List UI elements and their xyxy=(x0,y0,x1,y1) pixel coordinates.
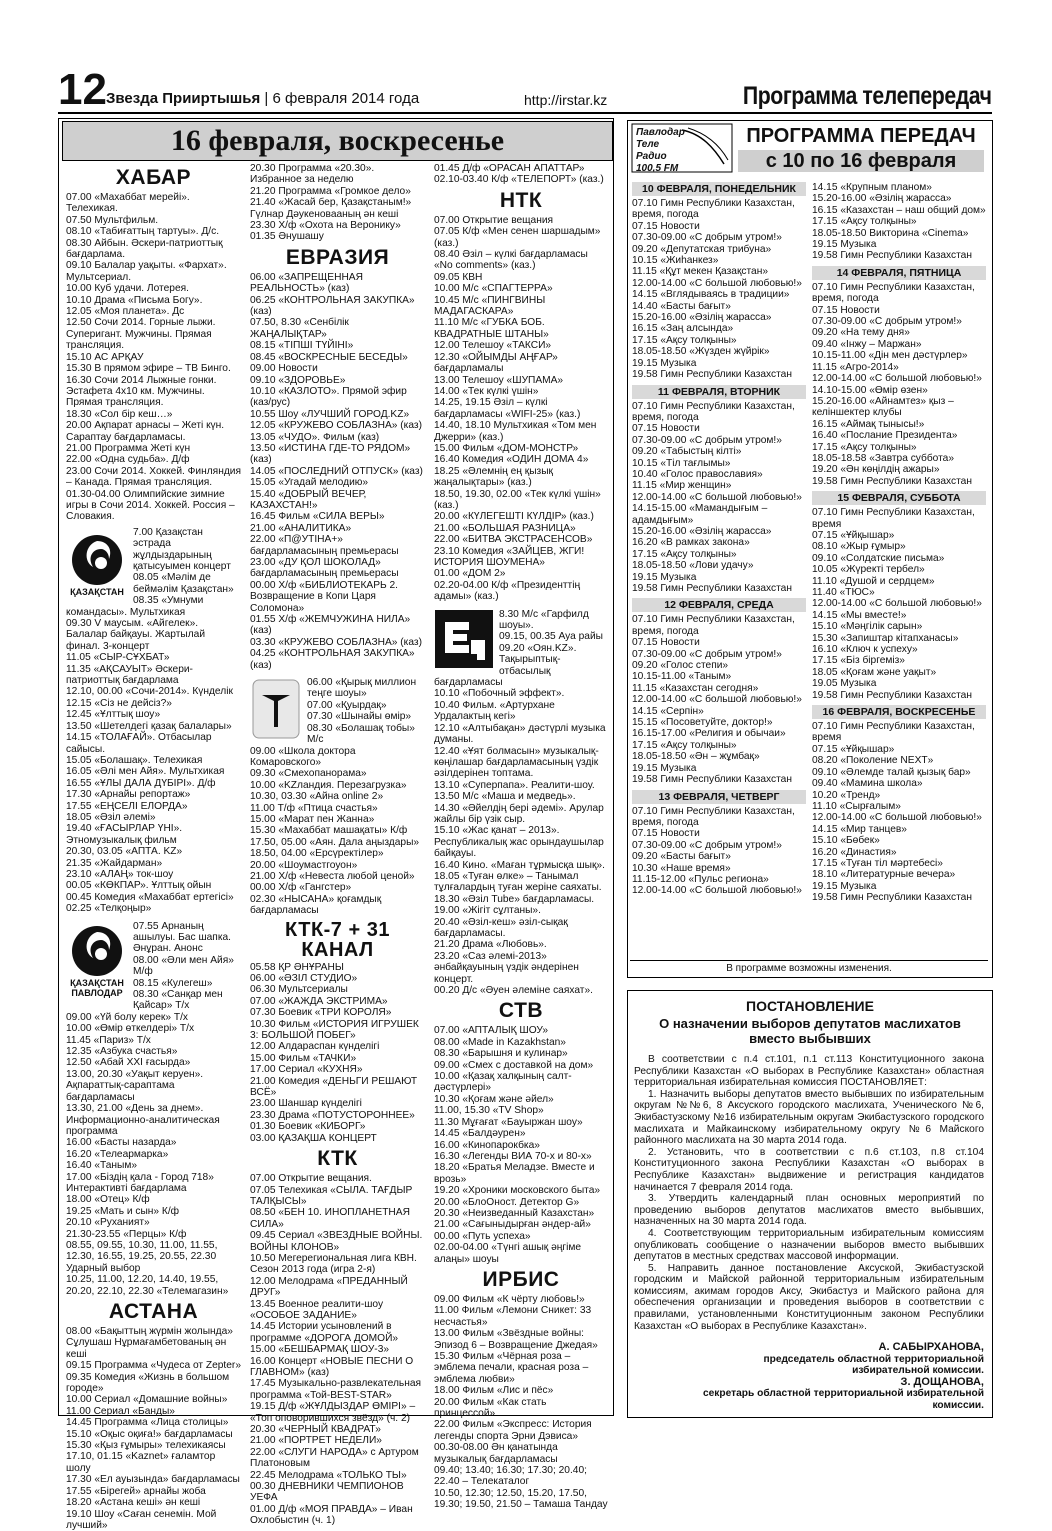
kazakhstan-listing: 09.30 V маусым. «Айгелек». Балалар байқауы. Жартылай финал. 3-концерт 11.05 «СЫР-СҰХБАТ» 11.35 «АҚСАУЫТ» Әскери-патриоттық бағдарлама 12.10, 00.00 «Сочи-2014». Күнделік 12.15 «Сіз не дейсіз?» 12.45 «Ұлттық шоу» 13.50 «Шетелдегі қазақ балалары» 14.15 «ТОЛАҒАЙ». Отбасылар сайысы. 15.05 «Болашақ». Телехикая 16.05 «Әлі мен Айя». Мультхикая 16.55 «ҰЛЫ ДАЛА ДҮБІРІ». Д/ф 17.30 «Арнайы репортаж» 17.55 «ЕҢСЕЛІ ЕЛОРДА» 18.05 «Әзіл әлемі» 19.40 «ҒАСЫРЛАР ҮНІ». Этномузыкалық фильм 20.30, 03.05 «АПТА. KZ» 21.35 «Жайдарман» 23.10 «АЛАҢ» ток-шоу 00.05 «КӨКПАР». Ұлттық ойын 00.45 Комедия «Махаббат ертегісі» 02.25 «Телқоңыр» xyxy=(66,618,234,915)
newspaper-name: Звезда Прииртышья xyxy=(106,90,261,107)
schedule-column-1 xyxy=(66,163,241,1531)
weekly-day-heading: 14 ФЕВРАЛЯ, ПЯТНИЦА xyxy=(812,266,986,280)
header-separator: | xyxy=(264,90,269,107)
weekly-day-listing: 07.10 Гимн Республики Казахстан, время, погода 07.15 Новости 07.30-09.00 «С добрым утром!» 09.20 «Депутатская трибуна» 10.15 «Жиһанкез» 11.15 «Құт мекен Қазақстан» 12.00-14.00 «С большой любовью!» 14.15 «Вглядываясь в традиции» 14.40 «Басты бағыт» 15.20-16.00 «Әзілің жарасса» 16.15 «Заң алсында» 17.15 «Ақсу толқыны» 18.05-18.50 «Жүзден жүйрік» 19.15 Музыка 19.58 Гимн Республики Казахстан xyxy=(632,198,802,381)
schedule-note: В программе возможны изменения. xyxy=(630,960,988,974)
rubric-title: Программа телепередач xyxy=(743,82,992,110)
pavlodar-listing: 09.00 «Үй болу керек» Т/х 10.00 «Өмір өткелдері» Т/х 11.45 «Париз» Т/х 12.35 «Азбука счастья» 12.50 «Абай XXI ғасырда» 13.00, 20.30 «Уақыт керуен». Ақпараттық-сараптама бағдарламасы 13.30, 21.00 «День за днем». Информационно-аналитическая программа 16.00 «Басты назарда» 16.20 «Телеармарка» 16.40 «Таным» 17.00 «Біздің қала - Город 718» Интерактивті бағдарлама 18.00 «Отец» К/ф 19.25 «Мать и сын» К/ф 20.10 «Руханият» 21.30-23.55 «Перцы» К/ф 08.55, 09.55, 10.30, 11.00, 11.55, 12.30, 16.55, 19.25, 20.55, 22.30 Ударный выбор 10.25, 11.00, 12.20, 14.40, 19.55, 20.20, 22.10, 22.30 «Телемагазин» xyxy=(66,1011,229,1297)
kazakhstan-pavlodar-emblem-icon xyxy=(71,924,123,978)
ntk-listing: 07.00 Открытие вещания 07.05 К/ф «Мен сенен шаршадым» (каз.) 08.40 Әзіл – күлкі бағдарламасы «No comments» (каз.) 09.05 КВН 10.00 М/с «СПАГТЕРРА» 10.45 М/с «ПИНГВИНЫ МАДАГАСКАРА» 11.10 М/с «ГУБКА БОБ. КВАДРАТНЫЕ ШТАНЫ» 12.00 Телешоу «ТАКСИ» 12.30 «ОЙЫМДЫ АҢҒАР» бағдарламалы 13.00 Телешоу «ШУПАМА» 14.00 «Тек күлкі үшін» 14.25, 19.15 Әзіл – күлкі бағдарламасы «WIFI-25» (каз.) 14.40, 18.10 Мультхикая «Том мен Джерри» (каз.) 15.00 Фильм «ДОМ-МОНСТР» 16.40 Комедия «ОДИН ДОМА 4» 18.25 «Әлемнің ең қызық жаңалықтары» (каз.) 18.50, 19.30, 02.00 «Тек күлкі үшін» (каз.) 20.00 «КҮЛЕГЕШТІ КҮЛДІР» (каз.) 21.00 «БОЛЬШАЯ РАЗНИЦА» 22.00 «БИТВА ЭКСТРАСЕНСОВ» 23.10 Комедия «ЗАЙЦЕВ, ЖГИ! ИСТОРИЯ ШОУМЕНА» 01.00 «ДОМ 2» 02.20-04.00 К/ф «Президенттің адамы» (каз.) xyxy=(434,214,601,603)
radio-logo-text: Павлодар Теле Радио 100,5 FM xyxy=(636,127,685,174)
weekly-title: ПРОГРАММА ПЕРЕДАЧ xyxy=(746,125,976,147)
decree-paragraph: 2. Установить, что в соответствии с п.6 ст.103, п.8 ст.104 Конституционного закона Республики Казахстан «О выборах в Республике Казахстан» выдвижение и регистрация кандидатов начинается 7 февраля 2014 года. xyxy=(634,1146,984,1193)
channel-title-ntk: НТК xyxy=(499,188,543,212)
decree-paragraph: 1. Назначить выборы депутатов вместо выбывших по избирательным округам №№6, 8 Аксуского городского маслихата, Ученического №6, Экибастузскому №16 избирательным округам Экибастузского городского маслихата и Майкаинскому избирательному округу №6 Майского районного маслихата на 30 марта 2014 года. xyxy=(634,1088,984,1147)
weekly-day-listing: 07.10 Гимн Республики Казахстан, время, погода 07.15 Новости 07.30-09.00 «С добрым утром!» 09.20 «Голос степи» 10.15-11.00 «Таным» 11.15 «Казахстан сегодня» 12.00-14.00 «С большой любовью!» 14.15 «Серпін» 15.15 «Посоветуйте, доктор!» 16.15-17.00 «Религия и обычаи» 17.15 «Ақсу толқыны» 18.05-18.50 «Ән – жұмбақ» 19.15 Музыка 19.58 Гимн Республики Казахстан xyxy=(632,614,802,786)
ktk-listing: 07.00 Открытие вещания. 07.05 Телехикая «СЫЛА. ТАҒДЫР ТАЛҚЫСЫ» 08.50 «БЕН 10. ИНОПЛАНЕТНАЯ СИЛА» 09.45 Сериал «ЗВЕЗДНЫЕ ВОЙНЫ. ВОЙНЫ КЛОНОВ» 10.50 Мегерегиональная лига КВН. Сезон 2013 года (игра 2-я) 12.00 Мелодрама «ПРЕДАННЫЙ ДРУГ» 13.45 Военное реалити-шоу «ОСОБОЕ ЗАДАНИЕ» 14.45 Истории усыновлений в программе «ДОРОГА ДОМОЙ» 15.00 «БЕШБАРМАҚ ШОУ-3» 16.00 Концерт «НОВЫЕ ПЕСНИ О ГЛАВНОМ» (каз) 17.45 Музыкально-развлекательная программа «Той-BEST-STAR» 19.15 Д/ф «ЖҰЛДЫЗДАР ӨМІРІ» – «Топ оповорившихся звёзд» (ч. 2) 20.30 «ЧЕРНЫЙ КВАДРАТ» 21.00 «ПОРТРЕТ НЕДЕЛИ» 22.00 «СЛУГИ НАРОДА» с Артуром Платоновым 22.45 Мелодрама «ТОЛЬКО ТЫ» 00.30 ДНЕВНИКИ ЧЕМПИОНОВ УЕФА 01.00 Д/ф «МОЯ ПРАВДА» – Иван Охлобыстин (ч. 1) xyxy=(250,1173,423,1527)
channel-title-ktk7: КТК-7 + 31 КАНАЛ xyxy=(285,918,390,961)
page-number: 12 xyxy=(58,65,107,114)
weekly-day-heading: 11 ФЕВРАЛЯ, ВТОРНИК xyxy=(632,385,806,399)
radio-logo xyxy=(632,124,732,172)
t-channel-logo xyxy=(250,677,302,741)
newspaper-line xyxy=(106,90,419,107)
weekly-subtitle: с 10 по 16 февраля xyxy=(738,150,984,172)
channel-title-astana: АСТАНА xyxy=(108,1300,199,1323)
astana-listing: 08.00 «Бақыттың жүрмін жолында» Сұлушаш Нұрмағамбетованың ән кеші 09.15 Программа «Чудеса от Zepter» 09.35 Комедия «Жизнь в большом городе» 10.00 Сериал «Домашние войны» 11.00 Сериал «Банды» 14.45 Программа «Лица столицы» 15.10 «Оқыс оқиға!» бағдарламасы 15.30 «Қыз ғұмыры» телехикаясы 17.10, 01.15 «Kaznet» ғаламтор шолу 17.30 «Ел ауызында» бағдарламасы 17.55 «Бірегей» арнайы жоба 18.20 «Астана кеші» ән кеші 19.10 Шоу «Саған сенемін. Мой лучший» xyxy=(66,1326,241,1531)
weekly-day-heading: 10 ФЕВРАЛЯ, ПОНЕДЕЛЬНИК xyxy=(632,182,806,196)
weekly-thursday-continued: 14.15 «Крупным планом» 15.20-16.00 «Әзілің жарасса» 16.15 «Казахстан – наш общий дом» 17.15 «Ақсу толқыны» 18.05-18.50 Викторина «Cinema» 19.15 Музыка 19.58 Гимн Республики Казахстан xyxy=(812,182,986,262)
header-rule xyxy=(58,112,992,114)
kazakhstan-logo-text: ҚАЗАҚСТАН xyxy=(70,586,124,597)
t-channel-intro: 06.00 «Қырық миллион теңге шоуы» 07.00 «Қуырдақ» 07.30 «Шынайы өмір» 08.30 «Болашақ тобы» М/с 09.00 «Школа доктора Комаровского» xyxy=(250,677,417,768)
decree-signatures xyxy=(700,1342,984,1412)
stv-listing: 07.00 «АПТАЛЫҚ ШОУ» 08.00 «Made in Kazakhstan» 08.30 «Барышня и кулинар» 09.00 «Смех с доставкой на дом» 10.00 «Қазақ халқының салт-дәстүрлері» 10.30 «Қоғам және әйел» 11.00, 15.30 «TV Shop» 11.30 Мұғағат «Бауыржан шоу» 14.45 «Балдәурен» 16.00 «Кинопарокбка» 16.30 «Легенды ВИА 70-х и 80-х» 18.20 «Братья Меладзе. Вместе и врозь» 19.20 «Хроники московского быта» 20.00 «БлоОност. Детектор G» 20.30 «Неизведанный Казахстан» 21.00 «Сағыныдырған әндер-ай» 00.00 «Путь успеха» 02.00-04.00 «Түнгі ашық әңгіме алаңы» шоуы xyxy=(434,1025,601,1265)
kazakhstan-pavlodar-logo xyxy=(66,921,128,1001)
ea-channel-logo xyxy=(434,609,494,669)
kazakhstan-pavlodar-logo-text: ҚАЗАҚСТАН ПАВЛОДАР xyxy=(70,977,124,998)
kazakhstan-intro: 7.00 Қазақстан эстрада жұлдыздарының қатысуымен концерт 08.05 «Мәлім де беймәлім Қазақстан» 08.35 «Умнуми командасы». Мультхикая xyxy=(66,526,234,618)
ea-channel-icon xyxy=(435,610,493,668)
channel-title-evraziya: ЕВРАЗИЯ xyxy=(285,245,390,269)
decree-paragraph: 3. Утвердить календарный план основных мероприятий по проведению выборов депутатов маслихатов вместо выбывших, назначенных на 30 марта 2014 года. xyxy=(634,1193,984,1228)
page-header xyxy=(58,65,992,114)
weekly-day-listing: 07.10 Гимн Республики Казахстан, время 07.15 «Ұйқышар» 08.10 «Жыр ғұмыр» 09.10 «Солдатские письма» 10.05 «Жүректі тербел» 11.10 «Душой и сердцем» 11.40 «ТЮС» 12.00-14.00 «С большой любовью!» 14.15 «Мы вместе!» 15.10 «Мәңгілік сарын» 15.30 «Запиштар кітапханасы» 16.10 «Ключ к успеху» 17.15 «Біз біргеміз» 18.05 «Қоғам және уақыт» 19.05 Музыка 19.58 Гимн Республики Казахстан xyxy=(812,507,982,701)
ea-intro: 8.30 М/с «Гарфилд шоуы». 09.15, 00.35 Ауа райы 09.20 «Оян.KZ». Тақырыптық-отбасылық бағдарламасы xyxy=(434,608,603,689)
ea-listing: 10.10 «Побочный эффект». 10.40 Фильм. «Артурхане Урдалактың кегі» 12.10 «Алтыбақан» дәстүрлі музыка думаны. 12.40 «Ұят болмасын» музыкалық-көңілашар бағдарламасының үздік әзілдерінен топтама. 13.10 «Суперпапа». Реалити-шоу. 13.50 М/с «Маша и медведь». 14.30 «Әйелдің бері әдемі». Арулар жайлы бір үзік сыр. 15.10 «Жас қанат – 2013». Республикалық жас орындаушылар байқауы. 16.40 Кино. «Маған тұрмысқа шық». 18.05 «Туған өлке» – Танымал тұлғалардың туған жеріне саяхаты. 18.30 «Әзіл Tube» бағдарламасы. 19.00 «Жігіт сұлтаны». 20.40 «Әзіл-кеш» әзіл-сықақ бағдарламасы. 21.20 Драма «Любовь». 23.20 «Саз әлемі-2013» әнбайқауының үздік әндерінен концерт. 00.20 Д/с «Әуен әлеміне саяхат». xyxy=(434,688,606,997)
column3-top-listing: 01.45 Д/ф «ОРАСАН АПАТТАР» 02.10-03.40 К/ф «ТЕЛЕПОРТ» (каз.) xyxy=(434,163,604,186)
ktk7-listing: 05.58 ҚР ӘНҰРАНЫ 06.00 «ӘЗІЛ СТУДИО» 06.30 Мультсериалы 07.00 «ЖАЖДА ЭКСТРИМА» 07.30 Боевик «ТРИ КОРОЛЯ» 10.30 Фильм «ИСТОРИЯ ИГРУШЕК 3: БОЛЬШОЙ ПОБЕГ» 12.00 Алдараспан күнделігі 15.00 Фильм «ТАЧКИ» 17.00 Сериал «КУХНЯ» 21.00 Комедия «ДЕНЬГИ РЕШАЮТ ВСЁ» 23.00 Шаншар күнделігі 23.30 Драма «ПОТУСТОРОННЕЕ» 01.30 Боевик «КИБОРГ» 03.00 ҚАЗАҚША КОНЦЕРТ xyxy=(250,961,419,1144)
decree-subtitle: О назначении выборов депутатов маслихатов вместо выбывших xyxy=(659,1016,961,1046)
decree-paragraph: 5. Направить данное постановление Аксуской, Экибастузской городским и Майской районной территориальным избирательным комиссиям, акимам городов Аксу, Экибастуз и Майского района для обеспечения организации и проведения выборов в соответствии с правилами, установленными Конституционным законом Республики Казахстан «О выборах в Республике Казахстан». xyxy=(634,1262,984,1332)
weekly-day-heading: 13 ФЕВРАЛЯ, ЧЕТВЕРГ xyxy=(632,790,806,804)
decree-paragraph: 4. Соответствующим территориальным избирательным комиссиям опубликовать сообщение о назначении выборов вместо выбывших депутатов в местных средствах массовой информации. xyxy=(634,1227,984,1263)
weekly-day-heading: 12 ФЕВРАЛЯ, СРЕДА xyxy=(632,598,806,612)
irbis-listing: 09.00 Фильм «К чёрту любовь!» 11.00 Фильм «Лемони Сникет: 33 несчастья» 13.00 Фильм «Звёздные войны: Эпизод 6 – Возвращение Джедая» 15.30 Фильм «Чёрная роза – эмблема печали, красная роза – эмблема любви» 18.00 Фильм «Лис и пёс» 20.00 Фильм «Как стать принцессой» 22.00 Фильм «Экспресс: История легенды спорта Эрни Дэвиса» 00.30-08.00 Ән қанатында музыкалық бағдарламасы 09.40; 13.40; 16.30; 17.30; 20.40; 22.40 – Телекаталог 10.50, 12.30; 12.50, 15.20, 17.50, 19.30; 19.50, 21.50 – Тамаша Тандау xyxy=(434,1293,608,1511)
weekly-right-column xyxy=(812,182,986,958)
day-title: 16 февраля, воскресенье xyxy=(62,121,613,161)
t-channel-listing: 09.30 «Смехопанорама» 10.00 «KZландия. Перезагрузка» 10.30, 03.30 «Айна online 2» 11.00 Т/ф «Птица счастья» 15.00 «Марат пен Жанна» 15.30 «Махаббат машақаты» К/ф 17.50, 05.00 «Аян. Дала аңыздары» 18.50, 04.00 «Ерсүректілер» 20.00 «Шоумастгоуон» 21.00 Х/ф «Невеста любой ценой» 00.00 Х/ф «Гангстер» 02.30 «НЫСАНА» қоғамдық бағдарламасы xyxy=(250,768,420,917)
evraziya-listing: 06.00 «ЗАПРЕЩЕННАЯ РЕАЛЬНОСТЬ» (каз) 06.25 «КОНТРОЛЬНАЯ ЗАКУПКА» (каз) 07.50, 8.30 «Сенбілік ЖАҢАЛЫҚТАР» 08.15 «ТІПШІ ТҮЙІНІ» 08.45 «ВОСКРЕСНЫЕ БЕСЕДЫ» 09.00 Новости 09.10 «ЗДОРОВЬЕ» 10.10 «КАЗЛОТО». Прямой эфир (каз/рус) 10.55 Шоу «ЛУЧШИЙ ГОРОД.KZ» 12.05 «КРУЖЕВО СОБЛАЗНА» (каз) 13.05 «ЧУДО». Фильм (каз) 13.50 «ИСТИНА ГДЕ-ТО РЯДОМ» (каз) 14.05 «ПОСЛЕДНИЙ ОТПУСК» (каз) 15.05 «Угадай мелодию» 15.40 «ДОБРЫЙ ВЕЧЕР, КАЗАХСТАН!» 16.45 Фильм «СИЛА ВЕРЫ» 21.00 «АНАЛИТИКА» 22.00 «П@УТІНА+» бағдарламасының премьерасы 23.00 «ДУ ҚОЛ ШОКОЛАД» бағдарламасының премьерасы 00.00 Х/ф «БИБЛИОТЕКАРЬ 2. Возвращение в Копи Царя Соломона» 01.55 Х/ф «ЖЕМЧУЖИНА НИЛА» (каз) 03.30 «КРУЖЕВО СОБЛАЗНА» (каз) 04.25 «КОНТРОЛЬНАЯ ЗАКУПКА» (каз) xyxy=(250,271,423,671)
pavlodar-intro: 07.55 Арнаның ашылуы. Бас шапка. Әнұран. Анонс 08.00 «Әли мен Айя» М/ф 08.15 «Кулегеш» 08.30 «Санқар мен Қайсар» Т/х xyxy=(133,920,234,1012)
decree-paragraph: В соответствии с п.4 ст.101, п.1 ст.113 Конституционного закона Республики Казахстан «О выборах в Республике Казахстан» областная территориальная избирательная комиссия ПОСТАНОВЛЯЕТ: xyxy=(634,1054,984,1089)
signer-1-role: председатель областной территориальной избирательной комиссии. xyxy=(763,1353,984,1377)
weekly-day-listing: 07.10 Гимн Республики Казахстан, время 07.15 «Ұйқышар» 08.20 «Поколение NEXT» 09.10 «Әлемде талай қызық бар» 09.40 «Мамина школа» 10.20 «Тренд» 11.10 «Сырғалым» 12.00-14.00 «С большой любовью!» 14.15 «Мир танцев» 15.10 «Бөбек» 16.20 «Династия» 17.15 «Туған тіл мәртебесі» 18.10 «Литературные вечера» 19.15 Музыка 19.58 Гимн Республики Казахстан xyxy=(812,721,982,904)
column2-top-listing: 20.30 Программа «20.30». Избранное за неделю 21.20 Программа «Громкое дело» 21.40 «Жасай бер, Қазақстаным!» Гүлнар Дәукеновааның ән кеші 23.30 Х/ф «Охота на Веронику» 01.35 Әнушашу xyxy=(250,163,412,243)
signer-2-name: З. ДОЩАНОВА, xyxy=(900,1375,984,1388)
channel-title-khabar: ХАБАР xyxy=(115,166,192,189)
weekly-day-heading: 15 ФЕВРАЛЯ, СУББОТА xyxy=(812,491,986,505)
weekly-day-listing: 07.10 Гимн Республики Казахстан, время, погода 07.15 Новости 07.30-09.00 «С добрым утром!» 09.20 «Табыстың кілті» 10.15 «Тіл тағлымы» 10.40 «Голос православия» 11.15 «Мир женщин» 12.00-14.00 «С большой любовью!» 14.15-15.00 «Мамандығым – адамдығым» 15.20-16.00 «Әзілің жарасса» 16.20 «В рамках закона» 17.15 «Ақсу толқыны» 18.05-18.50 «Лови удачу» 19.15 Музыка 19.58 Гимн Республики Казахстан xyxy=(632,400,802,594)
signer-2-role: секретарь областной территориальной избирательной комиссии. xyxy=(702,1388,984,1411)
issue-date: 6 февраля 2014 года xyxy=(272,90,420,107)
signer-1-name: А. САБЫРХАНОВА, xyxy=(878,1341,984,1353)
decree-title: ПОСТАНОВЛЕНИЕ xyxy=(746,998,874,1014)
weekly-day-heading: 16 ФЕВРАЛЯ, ВОСКРЕСЕНЬЕ xyxy=(812,705,986,719)
t-channel-icon xyxy=(252,679,300,739)
channel-title-irbis: ИРБИС xyxy=(482,1267,560,1291)
kazakhstan-logo xyxy=(66,527,128,603)
weekly-day-listing: 07.10 Гимн Республики Казахстан, время, погода 07.15 Новости 07.30-09.00 «С добрым утром!» 09.20 «Басты бағыт» 10.30 «Наше время» 11.15-12.00 «Пульс региона» 12.00-14.00 «С большой любовью!» xyxy=(632,805,802,897)
khabar-listing: 07.00 «Махаббат мерейі». Телехикая. 07.50 Мультфильм. 08.10 «Табиғаттың тартуы». Д/с. 08.30 Айбын. Әскери-патриоттық бағдарлама. 09.10 Балалар уақыты. «Фархат». Мультсериал. 10.00 Куб удачи. Лотерея. 10.10 Драма «Письма Богу». 12.05 «Моя планета». Дс 12.50 Сочи 2014. Горные лыжи. Суперигант. Мужчины. Прямая трансляция. 15.10 АС АРҚАУ 15.30 В прямом эфире – ТВ Бинго. 16.30 Сочи 2014 Лыжные гонки. Эстафета 4х10 км. Мужчины. Прямая трансляция. 18.30 «Сол бір кеш…» 20.00 Ақпарат арнасы – Жеті күн. Сараптау бағдарламасы. 21.00 Программа Жеті күн 22.00 «Одна судьба». Д/ф 23.00 Сочи 2014. Хоккей. Финляндия – Канада. Прямая трансляция. 01.30-04.00 Олимпийские зимние игры в Сочи 2014. Хоккей. Россия – Словакия. xyxy=(66,192,241,523)
decree-text xyxy=(634,1054,984,1332)
kazakhstan-emblem-icon xyxy=(71,533,123,587)
schedule-column-3 xyxy=(434,163,608,1511)
channel-title-ktk: КТК xyxy=(317,1147,358,1171)
site-url[interactable]: http://irstar.kz xyxy=(524,92,608,108)
channel-title-stv: СТВ xyxy=(498,999,544,1023)
schedule-column-2 xyxy=(250,163,425,1527)
weekly-day-listing: 07.10 Гимн Республики Казахстан, время, погода 07.15 Новости 07.30-09.00 «С добрым утром!» 09.20 «На тему дня» 09.40 «Інжу – Маржан» 10.15-11.00 «Дін мен дәстүрлер» 11.15 «Агро-2014» 12.00-14.00 «С большой любовью!» 14.10-15.00 «Өмір өзен» 15.20-16.00 «Айнамтез» қыз – келіншектер клубы 16.15 «Аймақ тынысы!» 16.40 «Послание Президента» 17.15 «Ақсу толқыны» 18.05-18.58 «Завтра суббота» 19.20 «Ән көңілдің ажары» 19.58 Гимн Республики Казахстан xyxy=(812,281,982,487)
weekly-left-column xyxy=(632,178,806,958)
